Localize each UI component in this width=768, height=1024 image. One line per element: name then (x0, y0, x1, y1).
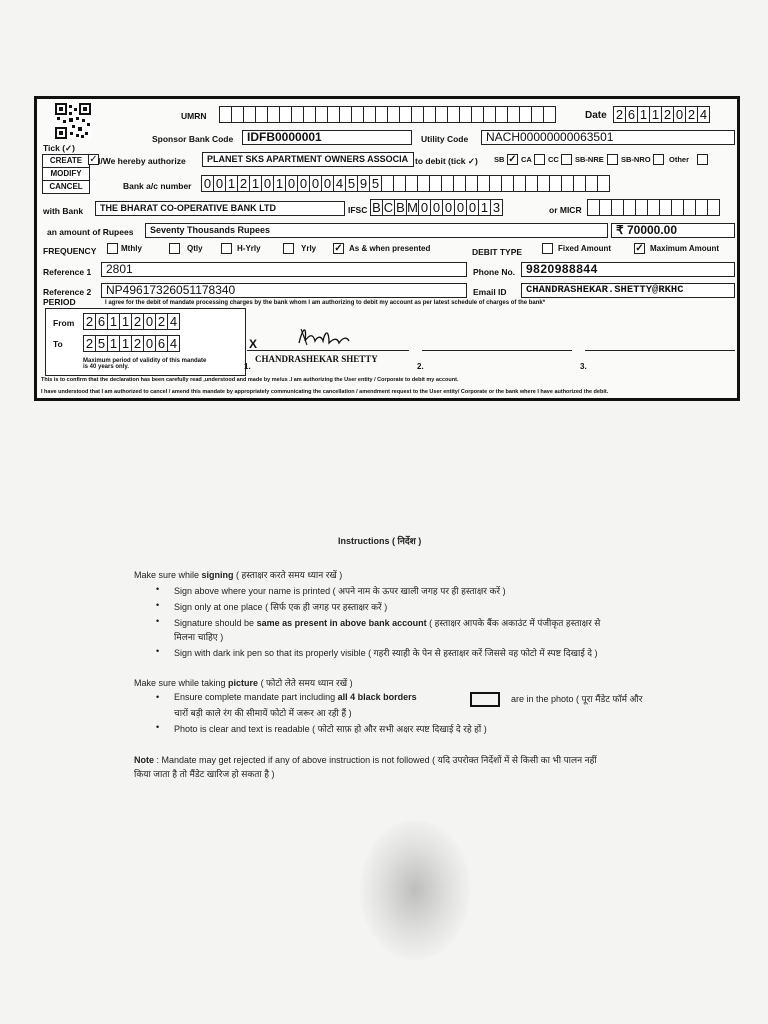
account-type-cc-checkbox[interactable] (561, 154, 572, 165)
freq-mthly-checkbox[interactable] (107, 243, 118, 254)
amount-words-label: an amount of Rupees (47, 227, 134, 237)
period-label: PERIOD (43, 297, 76, 307)
fixed-amount-checkbox[interactable] (542, 243, 553, 254)
bank-ac-label: Bank a/c number (123, 181, 192, 191)
sign-x-mark: X (249, 337, 258, 351)
bank-name-field[interactable]: THE BHARAT CO-OPERATIVE BANK LTD (95, 201, 345, 216)
account-type-cc: CC (548, 155, 559, 164)
freq-qtly-checkbox[interactable] (169, 243, 180, 254)
account-type-other: Other (669, 155, 690, 164)
freq-yrly-label: Yrly (301, 244, 317, 253)
email-label: Email ID (473, 287, 507, 297)
utility-code-label: Utility Code (421, 134, 469, 144)
bullet-icon: • (156, 600, 160, 610)
bullet-icon: • (156, 646, 160, 656)
picture-bullet-1-post: are in the photo ( पूरा मैंडेट फॉर्म और (511, 694, 643, 704)
sign-bullet-2: Sign only at one place ( सिर्फ एक ही जगह पर हस्ताक्षर करें ) (174, 602, 388, 612)
from-date-boxes[interactable]: 2 6 1 1 2 0 2 4 (83, 313, 179, 330)
account-type-sb: SB (494, 155, 505, 164)
account-type-ca-checkbox[interactable] (534, 154, 545, 165)
signatory-name: CHANDRASHEKAR SHETTY (255, 354, 378, 364)
bullet-icon: • (156, 722, 160, 732)
amount-figure-field[interactable]: ₹ 70000.00 (611, 223, 735, 238)
sign-num-3: 3. (580, 362, 587, 371)
signature-line-1 (247, 350, 409, 351)
amount-words-field[interactable]: Seventy Thousands Rupees (145, 223, 608, 238)
picture-intro: Make sure while taking picture ( फोटो लेते समय ध्यान रखें ) (134, 678, 353, 688)
sponsor-bank-code-label: Sponsor Bank Code (152, 134, 234, 144)
authorize-label: I/We hereby authorize (98, 156, 186, 166)
sign-num-2: 2. (417, 362, 424, 371)
bullet-icon: • (156, 584, 160, 594)
validity-note: Maximum period of validity of this mandate is 40 years only. (83, 358, 207, 370)
phone-field[interactable]: 9820988844 (521, 262, 735, 277)
create-option[interactable]: CREATE (42, 154, 90, 168)
bullet-icon: • (156, 616, 160, 626)
freq-hyrly-label: H-Yrly (237, 244, 261, 253)
account-type-sb-nre: SB-NRE (575, 155, 604, 164)
to-label: To (53, 339, 63, 349)
confirm-text: This is to confirm that the declaration has been carefully read ,understood and made by me/us .I am authorizing the User entity / Corporate to debit my account. (41, 377, 459, 383)
photo-shadow (360, 820, 470, 960)
ifsc-label: IFSC (348, 205, 368, 215)
reference2-label: Reference 2 (43, 287, 92, 297)
umrn-boxes[interactable] (219, 106, 555, 123)
frequency-options (107, 242, 477, 256)
create-checkbox[interactable]: ✓ (89, 154, 98, 165)
freq-hyrly-checkbox[interactable] (221, 243, 232, 254)
ifsc-boxes[interactable]: B C B M 0 0 0 0 0 1 3 (370, 199, 502, 216)
debit-type-options (542, 242, 737, 256)
to-date-boxes[interactable]: 2 5 1 1 2 0 6 4 (83, 335, 179, 352)
account-type-options (489, 152, 734, 168)
account-type-sb-nro-checkbox[interactable] (653, 154, 664, 165)
with-bank-label: with Bank (43, 206, 84, 216)
picture-bullet-2: Photo is clear and text is readable ( फोटो साफ़ हो और सभी अक्षर स्पष्ट दिखाई दे रहे हों ) (174, 724, 487, 734)
reference1-field[interactable]: 2801 (101, 262, 467, 277)
mandate-form (34, 96, 740, 401)
cancel-amend-text: I have understood that I am authorized to cancel / amend this mandate by appropriately communicating the cancellation / amendment request to the User entity/ Corporate or the bank where I have authorized the debit. (41, 389, 609, 395)
qr-code-icon (55, 103, 91, 139)
signature-line-3 (585, 350, 735, 351)
freq-as-when-checkbox[interactable]: ✓ (334, 243, 343, 254)
tick-label: Tick (✓) (43, 143, 75, 153)
utility-code-field[interactable]: NACH00000000063501 (481, 130, 735, 145)
debit-type-label: DEBIT TYPE (472, 247, 523, 257)
picture-bullet-1: Ensure complete mandate part including all 4 black borders (174, 692, 417, 702)
phone-label: Phone No. (473, 267, 516, 277)
account-type-sb-nro: SB-NRO (621, 155, 651, 164)
fixed-amount-label: Fixed Amount (558, 244, 612, 253)
bank-ac-boxes[interactable]: 0 0 1 2 1 0 1 0 0 0 0 4 5 9 5 (201, 175, 609, 192)
micr-boxes[interactable] (587, 199, 719, 216)
reference1-label: Reference 1 (43, 267, 92, 277)
sign-bullet-3: Signature should be same as present in above bank account ( हस्ताक्षर आपके बैंक अकाउंट में पंजीकृत हस्ताक्षर से (174, 618, 601, 628)
account-type-ca: CA (521, 155, 532, 164)
email-field[interactable]: CHANDRASHEKAR.SHETTY@RKHC (521, 283, 735, 298)
note-text: Note : Mandate may get rejected if any of above instruction is not followed ( यदि उपरोक्त निर्देशों में से किसी का भी पालन नहीं (134, 755, 597, 765)
account-type-sb-nre-checkbox[interactable] (607, 154, 618, 165)
signature-image (295, 321, 365, 351)
bullet-icon: • (156, 692, 160, 702)
sign-num-1: 1. (244, 362, 251, 371)
date-label: Date (585, 110, 607, 121)
black-border-sample-icon (470, 692, 500, 707)
maximum-amount-checkbox[interactable]: ✓ (635, 243, 644, 254)
freq-mthly-label: Mthly (121, 244, 142, 253)
freq-qtly-label: Qtly (187, 244, 203, 253)
account-type-other-checkbox[interactable] (697, 154, 708, 165)
debit-tick-label: to debit (tick ✓) (415, 156, 478, 166)
from-label: From (53, 318, 75, 328)
sign-bullet-4: Sign with dark ink pen so that its properly visible ( गहरी स्याही के पेन से हस्ताक्षर करें जिससे वह फोटो में स्पष्ट दिखाई दे ) (174, 648, 598, 658)
agree-text: I agree for the debit of mandate processing charges by the bank whom I am authorizing to debit my account as per latest schedule of charges of the bank* (105, 300, 546, 306)
frequency-label: FREQUENCY (43, 246, 97, 256)
authorized-party-field[interactable]: PLANET SKS APARTMENT OWNERS ASSOCIA (202, 152, 414, 167)
micr-label: or MICR (549, 205, 582, 215)
signature-line-2 (422, 350, 572, 351)
maximum-amount-label: Maximum Amount (650, 244, 720, 253)
signing-intro: Make sure while signing ( हस्ताक्षर करते समय ध्यान रखें ) (134, 570, 343, 580)
umrn-label: UMRN (181, 111, 207, 121)
sign-bullet-3-line2: मिलना चाहिए ) (174, 632, 224, 642)
instructions-title: Instructions ( निर्देश ) (338, 536, 422, 546)
note-text-line2: किया जाता है तो मैंडेट खारिज हो सकता है ) (134, 769, 275, 779)
sponsor-bank-code-field[interactable]: IDFB0000001 (242, 130, 412, 145)
modify-option[interactable]: MODIFY (42, 167, 90, 181)
freq-as-when-label: As & when presented (349, 244, 431, 253)
sign-bullet-1: Sign above where your name is printed ( अपने नाम के ऊपर खाली जगह पर ही हस्ताक्षर करें ) (174, 586, 506, 596)
picture-bullet-1-line2: चारों बड़ी काले रंग की सीमायें फोटो में जरूर आ रही हैं ) (174, 708, 352, 718)
freq-yrly-checkbox[interactable] (283, 243, 294, 254)
account-type-sb-checkbox[interactable]: ✓ (508, 154, 517, 165)
cancel-option[interactable]: CANCEL (42, 180, 90, 194)
reference2-field[interactable]: NP49617326051178340 (101, 283, 467, 298)
date-boxes[interactable]: 2 6 1 1 2 0 2 4 (613, 106, 709, 123)
